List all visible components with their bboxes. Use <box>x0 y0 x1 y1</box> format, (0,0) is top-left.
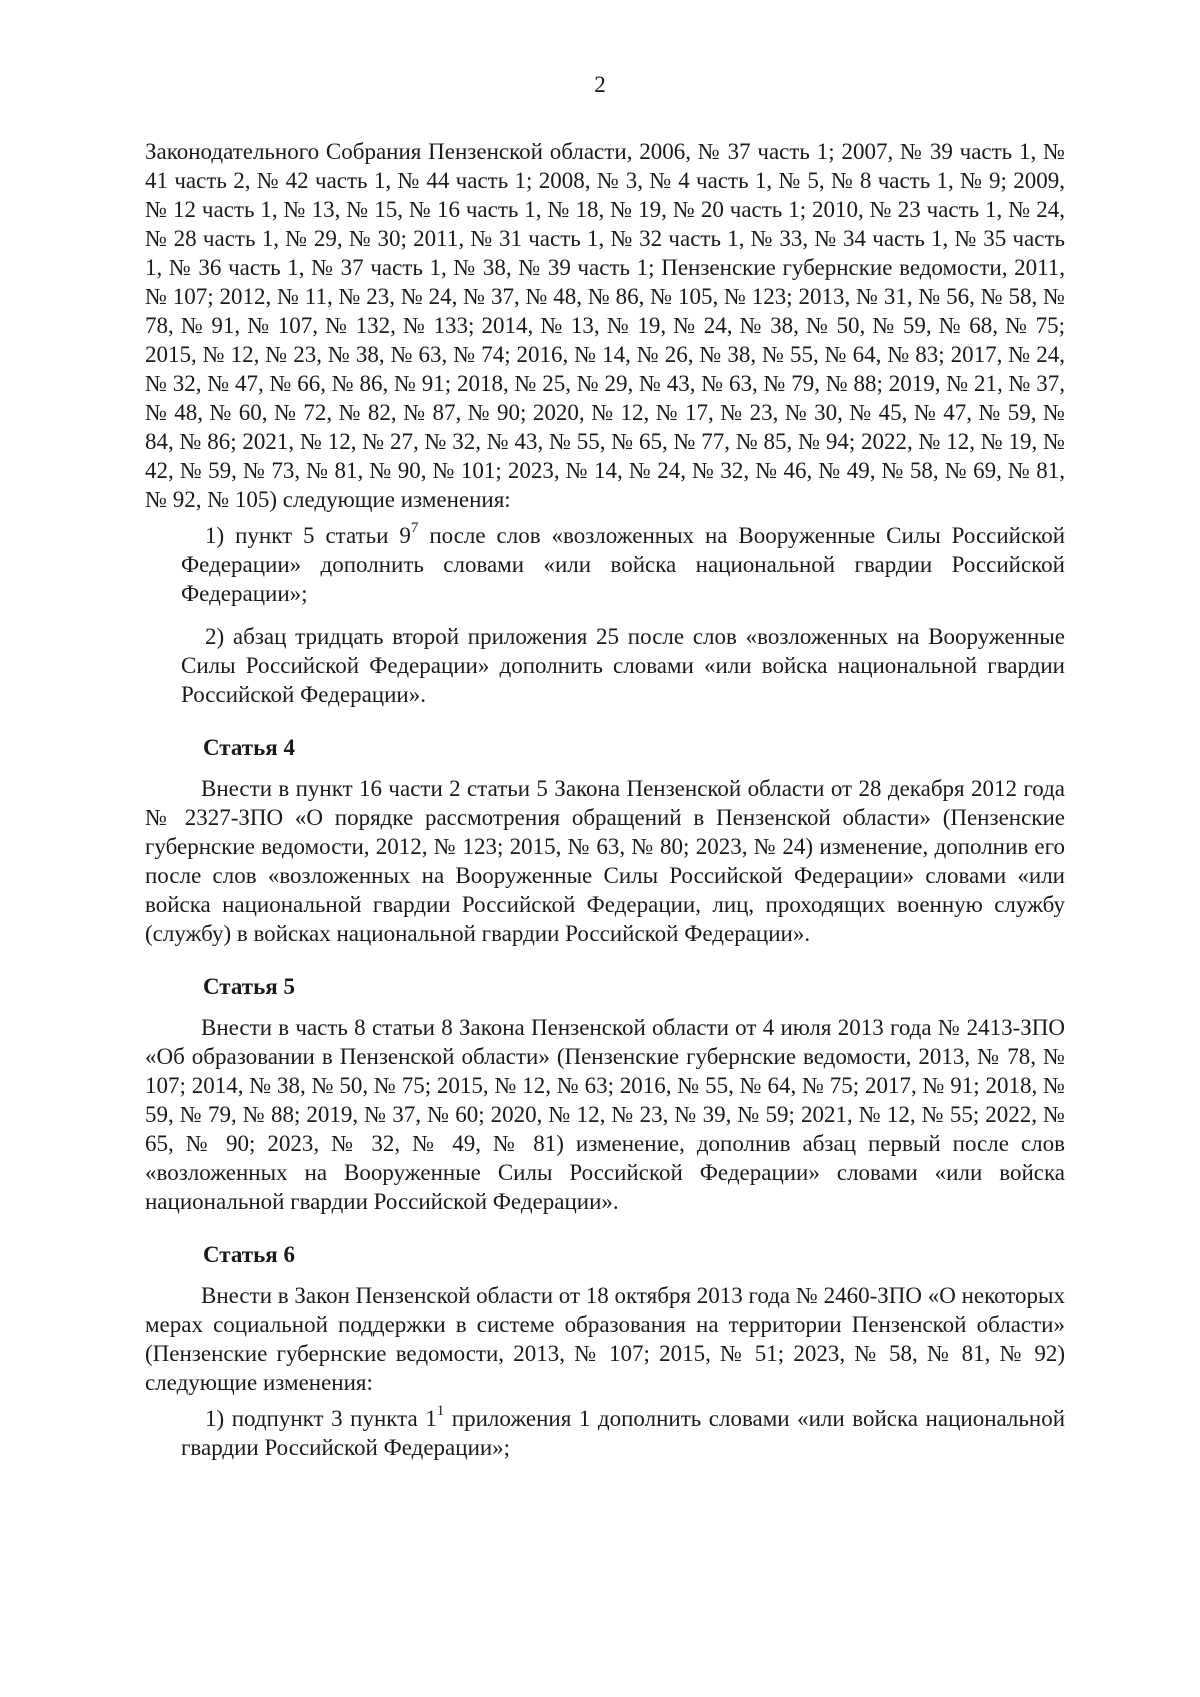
superscript: 1 <box>436 1403 445 1420</box>
article4-heading: Статья 4 <box>203 735 295 760</box>
item-text-before: 1) пункт 5 статьи 9 <box>205 523 411 548</box>
article4-paragraph: Внести в пункт 16 части 2 статьи 5 Закона Пензенской области от 28 декабря 2012 года № 2327-ЗПО «О порядке рассмотрения обращений в Пензенской области» (Пензенские губернские ведомости, 2012, № 123; 2015, № 63, № 80; 2023, № 24) изменение, дополнив его после слов «возложенных на Вооруженные Силы Российской Федерации» словами «или войска национальной гвардии Российской Федерации, лиц, проходящих военную службу (службу) в войсках национальной гвардии Российской Федерации». <box>145 776 1065 946</box>
superscript: 7 <box>410 520 419 537</box>
article6-paragraph: Внести в Закон Пензенской области от 18 октября 2013 года № 2460-ЗПО «О некоторых мерах социальной поддержки в системе образования на территории Пензенской области» (Пензенские губернские ведомости, 2013, № 107; 2015, № 51; 2023, № 58, № 81, № 92) следующие изменения: <box>145 1283 1066 1395</box>
document-body <box>145 137 1065 1462</box>
intro-paragraph: Законодательного Собрания Пензенской области, 2006, № 37 часть 1; 2007, № 39 часть 1, № 41 часть 2, № 42 часть 1, № 44 часть 1; 2008, № 3, № 4 часть 1, № 5, № 8 часть 1, № 9; 2009, № 12 часть 1, № 13, № 15, № 16 часть 1, № 18, № 19, № 20 часть 1; 2010, № 23 часть 1, № 24, № 28 часть 1, № 29, № 30; 2011, № 31 часть 1, № 32 часть 1, № 33, № 34 часть 1, № 35 часть 1, № 36 часть 1, № 37 часть 1, № 38, № 39 часть 1; Пензенские губернские ведомости, 2011, № 107; 2012, № 11, № 23, № 24, № 37, № 48, № 86, № 105, № 123; 2013, № 31, № 56, № 58, № 78, № 91, № 107, № 132, № 133; 2014, № 13, № 19, № 24, № 38, № 50, № 59, № 68, № 75; 2015, № 12, № 23, № 38, № 63, № 74; 2016, № 14, № 26, № 38, № 55, № 64, № 83; 2017, № 24, № 32, № 47, № 66, № 86, № 91; 2018, № 25, № 29, № 43, № 63, № 79, № 88; 2019, № 21, № 37, № 48, № 60, № 72, № 82, № 87, № 90; 2020, № 12, № 17, № 23, № 30, № 45, № 47, № 59, № 84, № 86; 2021, № 12, № 27, № 32, № 43, № 55, № 65, № 77, № 85, № 94; 2022, № 12, № 19, № 42, № 59, № 73, № 81, № 90, № 101; 2023, № 14, № 24, № 32, № 46, № 49, № 58, № 69, № 81, № 92, № 105) следующие изменения: <box>145 139 1065 512</box>
article6-heading: Статья 6 <box>203 1242 295 1267</box>
article3-item-1 <box>181 521 1065 608</box>
item-text-after: после слов «возложенных на Вооруженные Силы Российской Федерации» дополнить словами «или войска национальной гвардии Российской Федерации»; <box>181 523 1066 606</box>
article3-item-2: 2) абзац тридцать второй приложения 25 после слов «возложенных на Вооруженные Силы Российской Федерации» дополнить словами «или войска национальной гвардии Российской Федерации». <box>181 624 1065 707</box>
page-number: 2 <box>594 72 606 97</box>
article5-heading: Статья 5 <box>203 974 295 999</box>
item-text-before: 1) подпункт 3 пункта 1 <box>205 1406 437 1431</box>
article6-item-1 <box>181 1404 1065 1462</box>
item-text-after: приложения 1 дополнить словами «или войска национальной гвардии Российской Федерации»; <box>181 1406 1065 1460</box>
article5-paragraph: Внести в часть 8 статьи 8 Закона Пензенской области от 4 июля 2013 года № 2413-ЗПО «Об образовании в Пензенской области» (Пензенские губернские ведомости, 2013, № 78, № 107; 2014, № 38, № 50, № 75; 2015, № 12, № 63; 2016, № 55, № 64, № 75; 2017, № 91; 2018, № 59, № 79, № 88; 2019, № 37, № 60; 2020, № 12, № 23, № 39, № 59; 2021, № 12, № 55; 2022, № 65, № 90; 2023, № 32, № 49, № 81) изменение, дополнив абзац первый после слов «возложенных на Вооруженные Силы Российской Федерации» словами «или войска национальной гвардии Российской Федерации». <box>145 1015 1065 1214</box>
